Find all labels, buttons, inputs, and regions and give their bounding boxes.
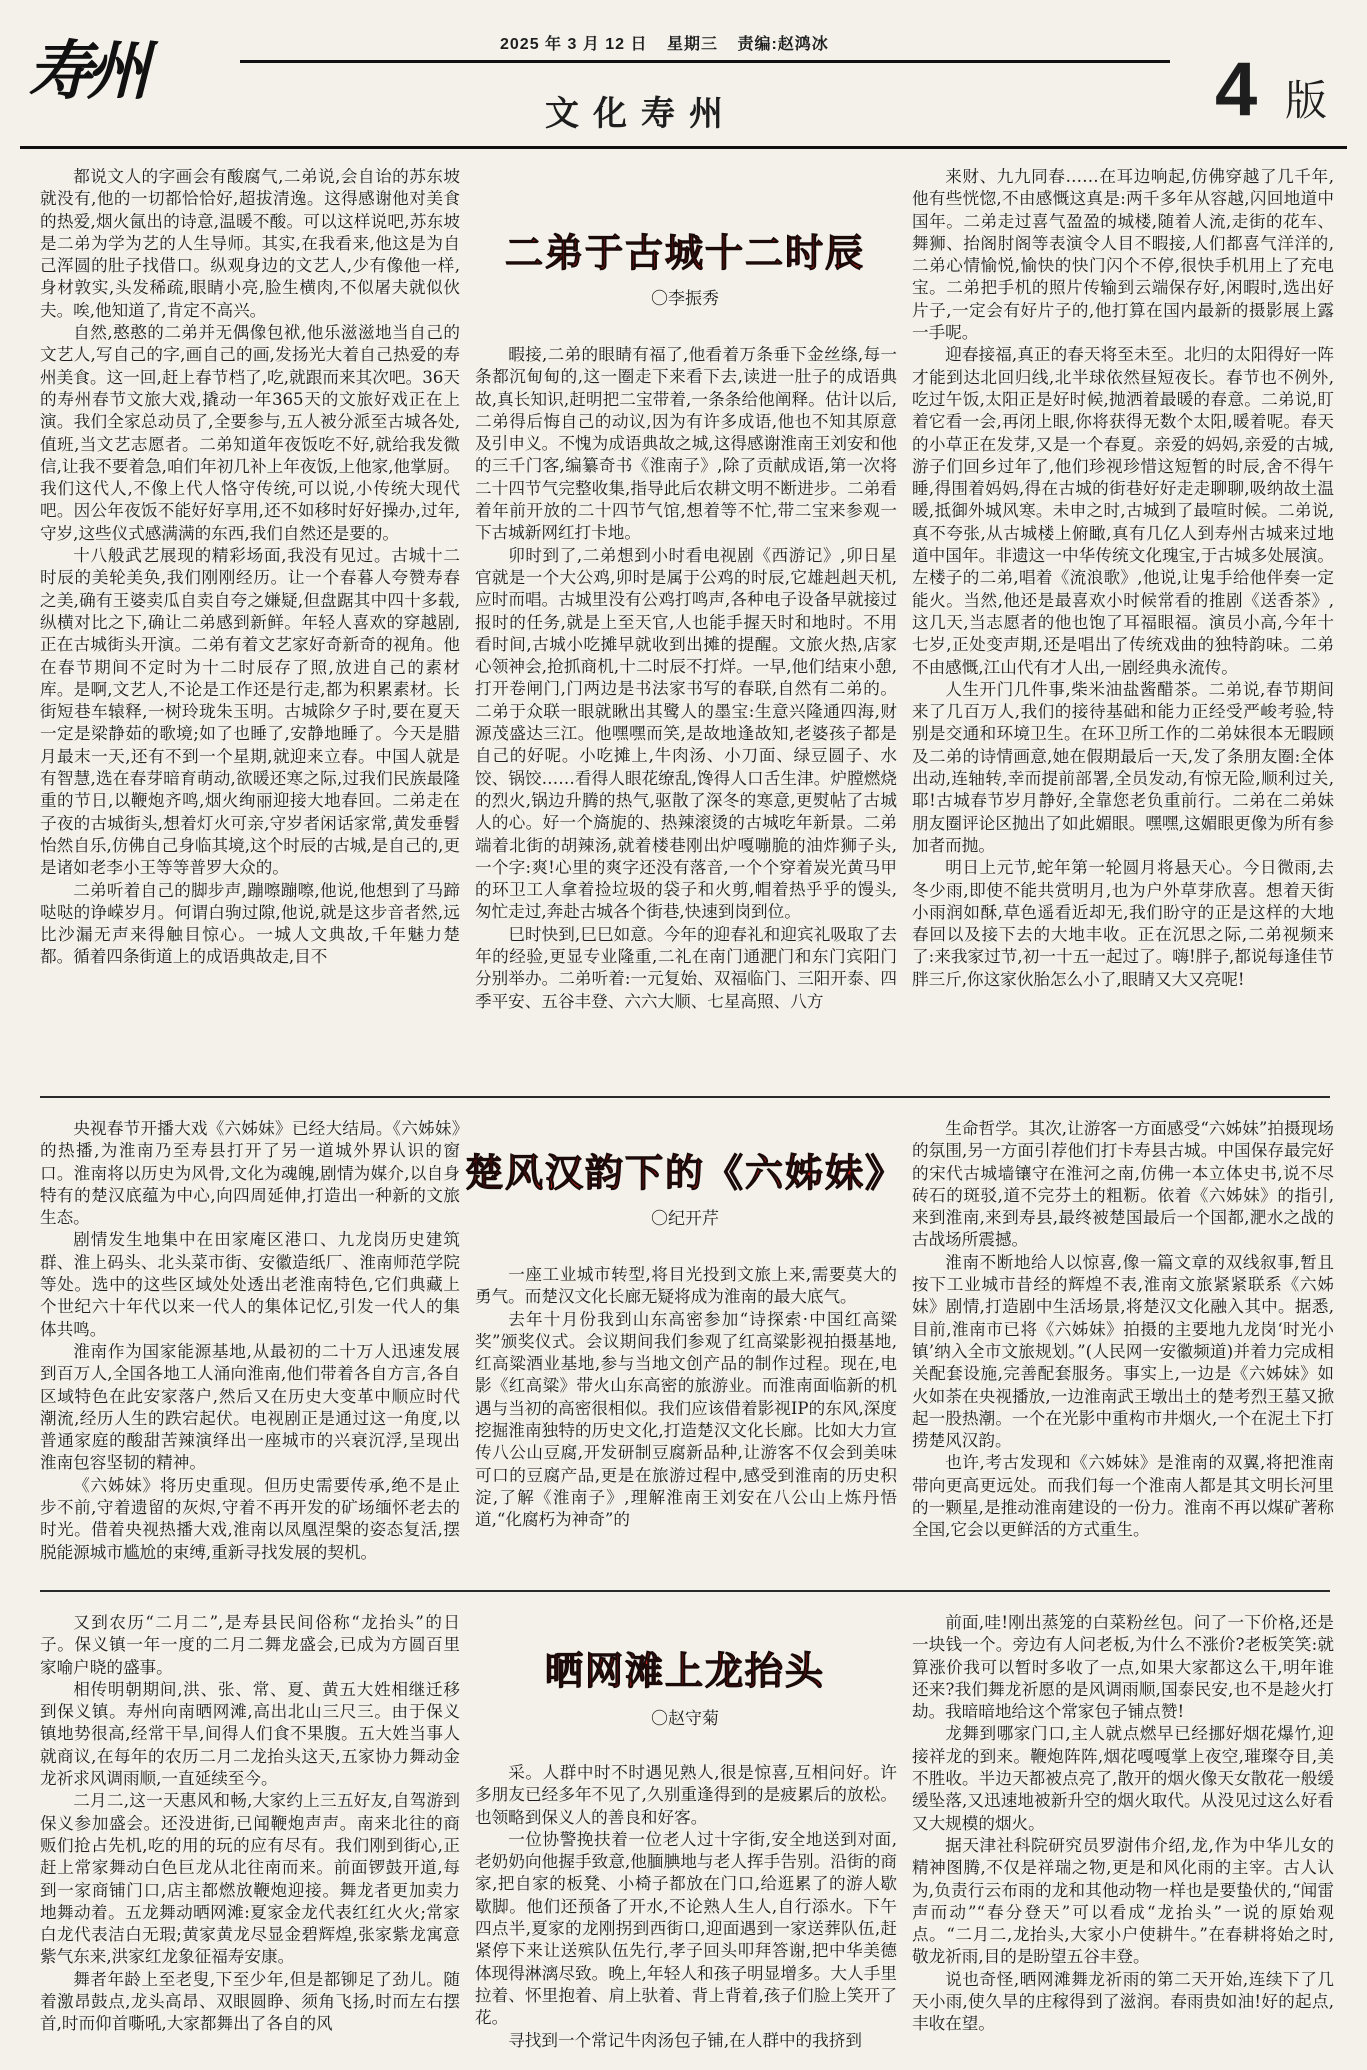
article-column — [912, 166, 1334, 1066]
paragraph: 剧情发生地集中在田家庵区港口、九龙岗历史建筑群、淮上码头、北头菜市街、安徽造纸厂、淮南师范学院等处。选中的这些区域处处透出老淮南特色,它们典藏上个世纪六十年代以来一代人的集体记忆,引发一代人的集体共鸣。 — [40, 1230, 460, 1339]
newspaper-logo: 寿州 — [28, 34, 144, 109]
paragraph: 一位协警挽扶着一位老人过十字街,安全地送到对面,老奶奶向他握手致意,他腼腆地与老人挥手告别。沿街的商家,把自家的板凳、小椅子都放在门口,给逛累了的游人歇歇脚。他们还预备了开水,不论熟人生人,自行添水。下午四点半,夏家的龙刚拐到西街口,迎面遇到一家送葬队伍,赶紧停下来让送殡队伍先行,孝子回头叩拜答谢,把中华美德体现得淋漓尽致。晚上,年轻人和孩子明显增多。大人手里拉着、怀里抱着、肩上驮着、背上背着,孩子们脸上笑开了花。 — [475, 1829, 897, 2028]
article-column — [912, 1118, 1334, 1542]
article-column — [40, 1612, 460, 2058]
paragraph: 明日上元节,蛇年第一轮圆月将悬天心。今日微雨,去冬少雨,即使不能共赏明月,也为户外草芽欣喜。想着天街小雨润如酥,草色遥看近却无,我们盼守的正是这样的大地春回以及接下去的大地丰收。正在沉思之际,二弟视频来了:来我家过节,初一十五一起过了。嗨!胖子,都说每逢佳节胖三斤,你这家伙胎怎么小了,眼睛又大又亮呢! — [912, 858, 1334, 989]
paragraph: 《六姊妹》将历史重现。但历史需要传承,绝不是止步不前,守着遗留的灰烬,守着不再开发的矿场缅怀老去的时光。借着央视热播大戏,淮南以凤凰涅槃的姿态复活,摆脱能源城市尴尬的束缚,重新寻找发展的契机。 — [40, 1475, 460, 1562]
paragraph: 央视春节开播大戏《六姊妹》已经大结局。《六姊妹》的热播,为淮南乃至寿县打开了另一道城外界认识的窗口。淮南将以历史为风骨,文化为魂魄,剧情为媒介,以自身特有的楚汉底蕴为中心,向四周延伸,打造出一种新的文旅生态。 — [40, 1119, 460, 1228]
paragraph: 寻找到一个常记牛肉汤包子铺,在人群中的我挤到 — [508, 2030, 862, 2050]
paragraph: 采。人群中时不时遇见熟人,很是惊喜,互相问好。许多朋友已经多年不见了,久别重逢得到的是疲累后的放松。也领略到保义人的善良和好客。 — [475, 1763, 897, 1827]
article-column — [912, 1612, 1334, 2058]
paragraph: 二弟听着自己的脚步声,蹦嚓蹦嚓,他说,他想到了马蹄哒哒的诤嵘岁月。何谓白驹过隙,他说,就是这步音者然,远比沙漏无声来得触目惊心。一城人文典故,千年魅力楚都。循着四条街道上的成语典故走,目不 — [40, 880, 460, 967]
section-title: 文化寿州 — [545, 94, 737, 134]
masthead — [0, 0, 1367, 150]
paragraph: 自然,憨憨的二弟并无偶像包袱,他乐滋滋地当自己的文艺人,写自己的字,画自己的画,发扬光大着自己热爱的寿州美食。这一回,赶上春节档了,吃,就跟而来其次吧。36天的寿州春节文旅大戏,撬动一年365天的文旅好戏正在上演。我们全家总动员了,全要参与,五人被分派至古城各处,值班,当文艺志愿者。二弟知道年夜饭吃不好,就给我发微信,让我不要着急,咱们年初几补上年夜饭,上他家,他掌厨。我们这代人,不像上代人恪守传统,可以说,小传统大现代吧。因公年夜饭不能好好享用,还不如移时好好操办,过年,守岁,这些仪式感满满的东西,我们自然还是要的。 — [40, 323, 460, 543]
paragraph: 生命哲学。其次,让游客一方面感受“六姊妹”拍摄现场的氛围,另一方面引荐他们打卡寿县古城。中国保存最完好的宋代古城墙镶守在淮河之南,仿佛一本立体史书,说不尽砖石的斑驳,道不完芬土的粗粝。依着《六姊妹》的指引,来到淮南,来到寿县,最终被楚国最后一个国都,淝水之战的古战场所震撼。 — [912, 1119, 1334, 1250]
dateline — [500, 31, 843, 54]
article-title: 晒网滩上龙抬头 — [544, 1648, 825, 1693]
masthead-bottom-rule — [20, 146, 1347, 149]
editor-credit: 责编:赵鸿冰 — [737, 36, 829, 53]
paragraph: 巳时快到,巳巳如意。今年的迎春礼和迎宾礼吸取了去年的经验,更显专业隆重,二礼在南门通淝门和东门宾阳门分别举办。二弟听着:一元复始、双福临门、三阳开泰、四季平安、五谷丰登、六六大顺、七星高照、八方 — [475, 924, 897, 1011]
article-byline: 〇赵守菊 — [651, 1709, 719, 1729]
article-column — [40, 166, 460, 1066]
paragraph: 迎春接福,真正的春天将至未至。北归的太阳得好一阵才能到达北回归线,北半球依然昼短夜长。春节也不例外,吃过午饭,太阳正是好时候,抛洒着最暖的春意。二弟说,盯着它看一会,再闭上眼,你将获得无数个太阳,暖着呢。春天的小草正在发芽,又是一个春夏。亲爱的妈妈,亲爱的古城,游子们回乡过年了,他们珍视珍惜这短暂的时辰,舍不得午睡,得围着妈妈,得在古城的街巷好好走走聊聊,吸纳故土温暖,抵御外城风寒。未申之时,古城到了最喧时候。二弟说,真不夸张,从古城楼上俯瞰,真有几亿人到寿州古城来过地道中国年。非遗这一中华传统文化瑰宝,于古城多处展演。左楼子的二弟,唱着《流浪歌》,他说,让鬼手给他伴奏一定能火。当然,他还是最喜欢小时候常看的推剧《送香茶》,这几天,当志愿者的他也饱了耳福眼福。演员小高,今年十七岁,正处变声期,还是唱出了传统戏曲的独特韵味。二弟不由感慨,江山代有才人出,一剧经典永流传。 — [912, 345, 1334, 677]
paragraph: 人生开门几件事,柴米油盐酱醋茶。二弟说,春节期间来了几百万人,我们的接待基础和能力正经受严峻考验,特别是交通和环境卫生。在环卫所工作的二弟妹很本无暇顾及二弟的诗情画意,她在假期最后一天,发了条朋友圈:全体出动,连轴转,幸而提前部署,全员发动,有惊无险,顺利过关,耶!古城春节岁月静好,全靠您老负重前行。二弟在二弟妹朋友圈评论区抛出了如此媚眼。嘿嘿,这媚眼更像为所有参加者而抛。 — [912, 679, 1334, 855]
article-column — [475, 1762, 897, 2058]
article-column — [40, 1118, 460, 1562]
paragraph: 又到农历“二月二”,是寿县民间俗称“龙抬头”的日子。保义镇一年一度的二月二舞龙盛会,已成为方圆百里家喻户晓的盛事。 — [40, 1613, 460, 1677]
paragraph: 淮南不断地给人以惊喜,像一篇文章的双线叙事,暂且按下工业城市昔经的辉煌不表,淮南文旅紧紧联系《六姊妹》剧情,打造剧中生活场景,将楚汉文化融入其中。据悉,目前,淮南市已将《六姊妹》拍摄的主要地九龙岗‘时光小镇’纳入全市文旅规划。”(人民网一安徽频道)并着力完成相关配套设施,完善配套服务。事实上,一边是《六姊妹》如火如荼在央视播放,一边淮南武王墩出土的楚考烈王墓又掀起一股热潮。一个在光影中重构市井烟火,一个在泥土下打捞楚风汉韵。 — [912, 1252, 1334, 1451]
paragraph: 二月二,这一天惠风和畅,大家约上三五好友,自驾游到保义参加盛会。还没进街,已闻鞭炮声声。南来北往的商贩们抢占先机,吃的用的玩的应有尽有。我们刚到街心,正赶上常家舞动白色巨龙从北往南而来。前面锣鼓开道,每到一家商铺门口,店主都燃放鞭炮迎接。舞龙者更加卖力地舞动着。五龙舞动晒网滩:夏家金龙代表红红火火;常家白龙代表洁白无瑕;黄家黄龙尽显金碧辉煌,张家紫龙寓意紫气东来,洪家红龙象征福寿安康。 — [40, 1791, 460, 1967]
masthead-rule — [240, 60, 1170, 63]
issue-weekday: 星期三 — [666, 36, 718, 53]
paragraph: 据天津社科院研究员罗澍伟介绍,龙,作为中华儿女的精神图腾,不仅是祥瑞之物,更是和风化雨的主宰。古人认为,负责行云布雨的龙和其他动物一样也是要蛰伏的,“闻雷声而动”“春分登天”可以看成“龙抬头”一说的原始观点。“二月二,龙抬头,大家小户使耕牛。”在春耕将始之时,敬龙祈雨,目的是盼望五谷丰登。 — [912, 1835, 1334, 1967]
article-title: 楚风汉韵下的《六姊妹》 — [464, 1150, 905, 1195]
paragraph: 来财、九九同春……在耳边响起,仿佛穿越了几千年,他有些恍惚,不由感慨这真是:两千多年从容越,闪回地道中国年。二弟走过喜气盈盈的城楼,随着人流,走街的花车、舞狮、抬阁肘阁等表演令人目不暇接,人们都喜气洋洋的,二弟心情愉悦,愉快的快门闪个不停,很快手机用上了充电宝。二弟把手机的照片传输到云端保存好,闲暇时,选出好片子,一定会有好片子的,他打算在国内最新的摄影展上露一手呢。 — [912, 167, 1334, 343]
page-suffix: 版 — [1285, 77, 1328, 124]
paragraph: 相传明朝期间,洪、张、常、夏、黄五大姓相继迁移到保义镇。寿州向南晒网滩,高出北山三尺三。由于保义镇地势很高,经常干旱,间得人们食不果腹。五大姓当事人就商议,在每年的农历二月二龙抬头这天,五家协力舞动金龙祈求风调雨顺,一直延续至今。 — [40, 1679, 460, 1789]
paragraph: 也许,考古发现和《六姊妹》是淮南的双翼,将把淮南带向更高更远处。而我们每一个淮南人都是其文明长河里的一颗星,是推动淮南建设的一份力。淮南不再以煤矿著称全国,它会以更鲜活的方式重生。 — [912, 1453, 1334, 1540]
page-number: 4 — [1215, 47, 1258, 132]
paragraph: 十八般武艺展现的精彩场面,我没有见过。古城十二时辰的美轮美奂,我们刚刚经历。让一个春暮人夸赞寿春之美,确有王婆卖瓜自卖自夸之嫌疑,但盘踞其中四十多载,纵横对比之下,确让二弟感到新鲜。年轻人喜欢的穿越剧,正在古城街头开演。二弟有着文艺家好奇新奇的视角。他在春节期间不定时为十二时辰存了照,放进自己的素材库。是啊,文艺人,不论是工作还是行走,都为积累素材。长街短巷车辕释,一树玲珑朱玉明。古城除夕子时,要在夏天一定是梁静茹的歌境;如了也睡了,安静地睡了。今天是腊月最末一天,还有不到一个星期,就迎来立春。中国人就是有智慧,选在春芽暗育萌动,欲暖还寒之际,过我们民族最隆重的节日,以鞭炮齐鸣,烟火绚丽迎接大地春回。二弟走在子夜的古城街头,想着灯火可亲,守岁者闲话家常,黄发垂髫怡然自乐,仿佛自己身临其境,这个时辰的古城,是自己的,更是诸如老李小王等等普罗大众的。 — [40, 546, 460, 878]
article-title: 二弟于古城十二时辰 — [504, 230, 865, 275]
article-byline: 〇纪开芹 — [651, 1209, 719, 1229]
section-divider — [40, 1590, 1330, 1592]
paragraph: 淮南作为国家能源基地,从最初的二十万人迅速发展到百万人,全国各地工人涌向淮南,他们带着各自方言,各自区域特色在此安家落户,然后又在历史大变革中顺应时代潮流,经历人生的跌宕起伏。电视剧正是通过这一角度,以普通家庭的酸甜苦辣演绎出一座城市的兴衰沉浮,呈现出淮南包容坚韧的精神。 — [40, 1341, 460, 1473]
paragraph: 龙舞到哪家门口,主人就点燃早已经挪好烟花爆竹,迎接祥龙的到来。鞭炮阵阵,烟花嘎嘎掌上夜空,璀璨夺目,美不胜收。半边天都被点亮了,散开的烟火像天女散花一般缓缓坠落,又迅速地被新升空的烟火取代。从没见过这么好看又大规模的烟火。 — [912, 1724, 1334, 1833]
paragraph: 说也奇怪,晒网滩舞龙祈雨的第二天开始,连续下了几天小雨,使久旱的庄稼得到了滋润。春雨贵如油!好的起点,丰收在望。 — [912, 1969, 1334, 2034]
issue-date: 2025 年 3 月 12 日 — [500, 36, 648, 53]
paragraph: 前面,哇!刚出蒸笼的白菜粉丝包。问了一下价格,还是一块钱一个。旁边有人问老板,为什么不涨价?老板笑笑:就算涨价我可以暂时多收了一点,如果大家都这么干,明年谁还来?我们舞龙祈愿的是风调雨顺,国泰民安,也不是趁火打劫。我暗暗地给这个常家包子铺点赞! — [912, 1613, 1334, 1722]
paragraph: 舞者年龄上至老叟,下至少年,但是都铆足了劲儿。随着激昂鼓点,龙头高昂、双眼圆睁、须角飞扬,时而左右摆首,时而仰首嘶吼,大家都舞出了各自的风 — [40, 1969, 460, 2034]
article-byline: 〇李振秀 — [651, 289, 719, 309]
article-column — [475, 344, 897, 1066]
paragraph: 暇接,二弟的眼睛有福了,他看着万条垂下金丝绦,每一条都沉甸甸的,这一圈走下来看下去,读进一肚子的成语典故,真长知识,赶明把二宝带着,一条条给他阐释。估计以后,二弟得后悔自己的动议,因为有许多成语,他也不知其原意及引申义。不愧为成语典故之城,这得感谢淮南王刘安和他的三千门客,编纂奇书《淮南子》,除了贡献成语,第一次将二十四节气完整收集,指导此后农耕文明不断进步。二弟看着年前开放的二十四节气馆,想着等不忙,带二宝来参观一下古城新网红打卡地。 — [475, 345, 897, 543]
article-column — [475, 1264, 897, 1542]
section-divider — [40, 1096, 1330, 1098]
paragraph: 卯时到了,二弟想到小时看电视剧《西游记》,卯日星官就是一个大公鸡,卯时是属于公鸡的时辰,它雄赳赳天机,应时而唱。古城里没有公鸡打鸣声,各种电子设备早就接过报时的任务,就是上至天官,人也能手握天时和地时。不用看时间,古城小吃摊早就收到出摊的提醒。文旅火热,店家心领神会,抢抓商机,十二时辰不打烊。一早,他们结束小憩,打开卷闸门,门两边是书法家书写的春联,自然有二弟的。二弟于众联一眼就瞅出其鹭人的墨宝:生意兴隆通四海,财源茂盛达三江。他嘿嘿而笑,是故地逢故知,老婆孩子都是自己的好呢。小吃摊上,牛肉汤、小刀面、绿豆圆子、水饺、锅饺……看得人眼花缭乱,馋得人口舌生津。炉膛燃烧的烈火,锅边升腾的热气,驱散了深冬的寒意,更熨帖了古城人的心。好一个旖旎的、热辣滚烫的古城吃年新景。二弟端着北街的胡辣汤,就着楼巷刚出炉嘎嘣脆的油炸狮子头,一个字:爽!心里的爽字还没有落音,一个个穿着炭光黄马甲的环卫工人拿着捡垃圾的袋子和火剪,帽着热乎乎的馒头,匆忙走过,奔赴古城各个街巷,快速到岗到位。 — [475, 545, 897, 922]
paragraph: 一座工业城市转型,将目光投到文旅上来,需要莫大的勇气。而楚汉文化长廊无疑将成为淮南的最大底气。 — [475, 1265, 897, 1307]
paragraph: 去年十月份我到山东高密参加“诗探索·中国红高粱奖”颁奖仪式。会议期间我们参观了红高粱影视拍摄基地,红高粱酒业基地,参与当地文创产品的制作过程。现在,电影《红高粱》带火山东高密的旅游业。而淮南面临新的机遇与当初的高密很相似。我们应该借着影视IP的东风,深度挖掘淮南独特的历史文化,打造楚汉文化长廊。比如大力宣传八公山豆腐,开发研制豆腐新品种,让游客不仅会到美味可口的豆腐产品,更是在旅游过程中,感受到淮南的历史积淀,了解《淮南子》,理解淮南王刘安在八公山上炼丹悟道,“化腐朽为神奇”的 — [475, 1309, 897, 1530]
paragraph: 都说文人的字画会有酸腐气,二弟说,会自诒的苏东坡就没有,他的一切都恰恰好,超拔清逸。这得感谢他对美食的热爱,烟火氤出的诗意,温暖不酸。可以这样说吧,苏东坡是二弟为学为艺的人生导师。其实,在我看来,他这是为自己浑圆的肚子找借口。纵观身边的文艺人,少有像他一样,身材敦实,头发稀疏,眼睛小亮,脸生横肉,不似屠夫就似伙夫。唉,他知道了,肯定不高兴。 — [40, 167, 460, 320]
